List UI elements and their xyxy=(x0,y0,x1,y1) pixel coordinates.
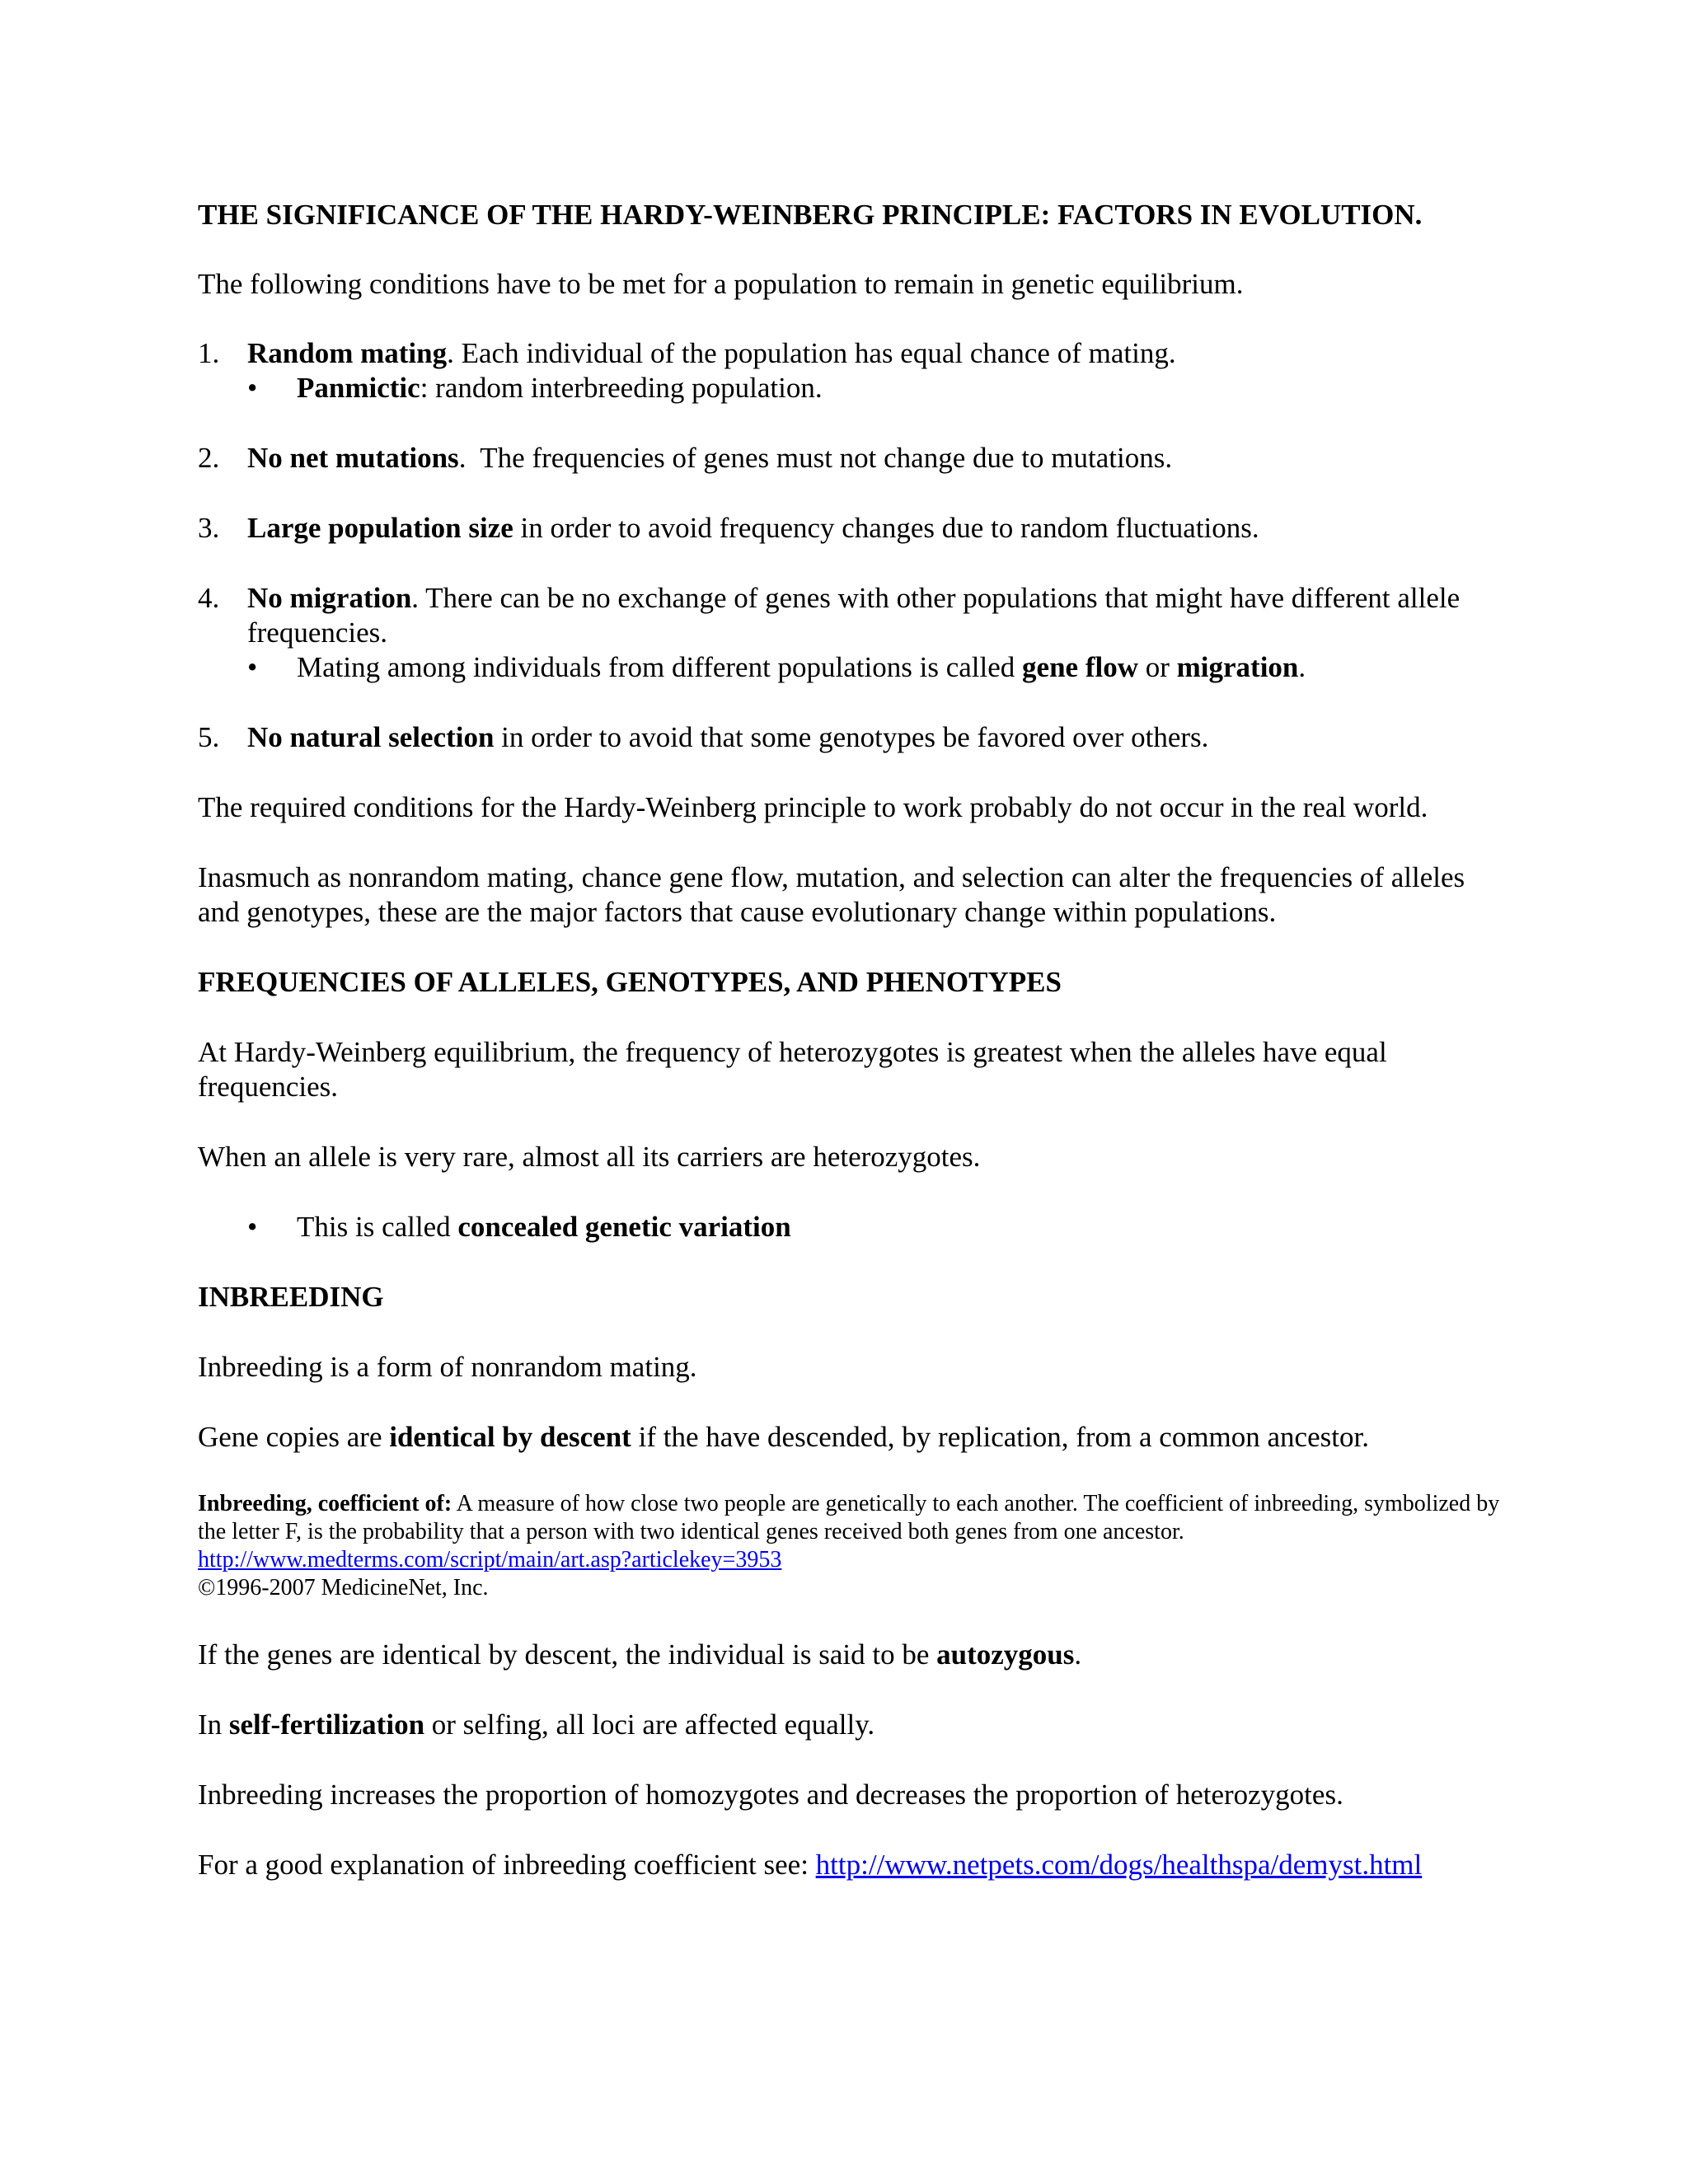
self-fertilization-term: self-fertilization xyxy=(228,1708,425,1741)
condition-number: 1. xyxy=(198,337,220,369)
condition-item-1 xyxy=(198,336,1508,371)
required-paragraph: The required conditions for the Hardy-Weinberg principle to work probably do not occur in the real world. xyxy=(198,791,1428,823)
bullet-text: This is called xyxy=(297,1211,458,1243)
condition-text: . Each individual of the population has equal chance of mating. xyxy=(447,337,1176,369)
bullet-text: . xyxy=(1298,651,1306,683)
definition-text: A measure of how close two people are genetically to each another. The coefficient of inbreeding, symbolized by the letter F, is the probability that a person with two identical genes received both genes from one ancestor. xyxy=(198,1491,1500,1544)
bullet-bold: gene flow xyxy=(1022,651,1138,683)
condition-text: in order to avoid frequency changes due to random fluctuations. xyxy=(513,512,1259,544)
condition-number: 5. xyxy=(198,721,220,753)
netpets-link[interactable]: http://www.netpets.com/dogs/healthspa/demyst.html xyxy=(815,1849,1423,1881)
condition-bold: Random mating xyxy=(247,337,448,369)
bullet-bold: concealed genetic variation xyxy=(457,1211,791,1243)
hardy-weinberg-paragraph: At Hardy-Weinberg equilibrium, the frequency of heterozygotes is greatest when the alleles have equal frequencies. xyxy=(198,1036,1387,1103)
inbreeding-increases-paragraph: Inbreeding increases the proportion of homozygotes and decreases the proportion of heterozygotes. xyxy=(198,1779,1343,1811)
rare-allele-paragraph: When an allele is very rare, almost all its carriers are heterozygotes. xyxy=(198,1141,981,1173)
medterms-link[interactable]: http://www.medterms.com/script/main/art.asp?articlekey=3953 xyxy=(198,1547,782,1572)
autozygous-paragraph: If the genes are identical by descent, the individual is said to be autozygous. xyxy=(198,1638,1082,1671)
condition-bold: No net mutations xyxy=(247,442,459,474)
condition-text: in order to avoid that some genotypes be favored over others. xyxy=(494,721,1209,753)
bullet-text: or xyxy=(1137,651,1177,683)
condition-bold: Large population size xyxy=(247,512,513,544)
section-heading-inbreeding: INBREEDING xyxy=(198,1281,384,1313)
condition-number: 2. xyxy=(198,442,220,474)
condition-number: 4. xyxy=(198,582,220,614)
definition-term: Inbreeding, coefficient of: xyxy=(198,1491,452,1516)
condition-bold: No migration xyxy=(247,582,412,614)
identical-descent-paragraph: Gene copies are identical by descent if the have descended, by replication, from a common ancestor. xyxy=(198,1421,1369,1453)
bullet-text: : random interbreeding population. xyxy=(420,372,823,404)
condition-text: . The frequencies of genes must not change due to mutations. xyxy=(458,442,1173,474)
inasmuch-paragraph: Inasmuch as nonrandom mating, chance gene flow, mutation, and selection can alter the frequencies of alleles and genotypes, these are the major factors that cause evolutionary change within populations. xyxy=(198,861,1465,928)
bullet-icon: • xyxy=(247,372,258,404)
autozygous-term: autozygous xyxy=(936,1638,1075,1671)
bullet-bold: migration xyxy=(1176,651,1299,683)
condition-number: 3. xyxy=(198,512,220,544)
copyright-text: ©1996-2007 MedicineNet, Inc. xyxy=(198,1575,489,1601)
definition-block xyxy=(198,1490,1508,1602)
bullet-panmictic xyxy=(247,371,1508,405)
condition-item-2 xyxy=(198,441,1508,476)
condition-text: . There can be no exchange of genes with other populations that might have different allele frequencies. xyxy=(247,582,1461,649)
document-page xyxy=(198,198,1508,1882)
identical-by-descent-term: identical by descent xyxy=(389,1421,631,1453)
bullet-icon: • xyxy=(247,1211,258,1243)
condition-bold: No natural selection xyxy=(247,721,495,753)
self-fertilization-paragraph: In self-fertilization or selfing, all loci are affected equally. xyxy=(198,1708,875,1741)
explanation-paragraph: For a good explanation of inbreeding coefficient see: http://www.netpets.com/dogs/healthspa/demyst.html xyxy=(198,1849,1423,1881)
document-title: THE SIGNIFICANCE OF THE HARDY-WEINBERG PRINCIPLE: FACTORS IN EVOLUTION. xyxy=(198,199,1423,231)
bullet-text: Mating among individuals from different populations is called xyxy=(297,651,1023,683)
bullet-icon: • xyxy=(247,651,258,683)
bullet-gene-flow xyxy=(247,650,1508,685)
condition-item-5 xyxy=(198,720,1508,755)
inbreeding-paragraph: Inbreeding is a form of nonrandom mating. xyxy=(198,1351,697,1383)
condition-item-4 xyxy=(198,581,1508,650)
bullet-concealed xyxy=(247,1210,1508,1244)
bullet-bold: Panmictic xyxy=(297,372,420,404)
condition-item-3 xyxy=(198,511,1508,546)
section-heading-frequencies: FREQUENCIES OF ALLELES, GENOTYPES, AND PHENOTYPES xyxy=(198,966,1062,998)
intro-paragraph: The following conditions have to be met for a population to remain in genetic equilibrium. xyxy=(198,268,1244,300)
